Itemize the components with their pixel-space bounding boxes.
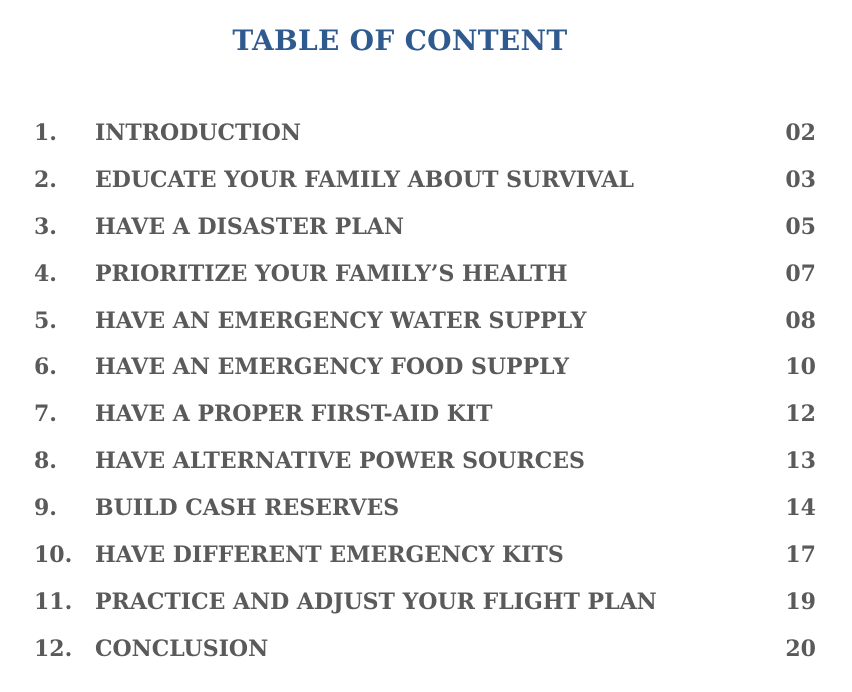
toc-entry-page: 14	[785, 495, 816, 522]
toc-entry-title: PRACTICE AND ADJUST YOUR FLIGHT PLAN	[95, 588, 657, 615]
toc-entry-12	[34, 629, 818, 676]
toc-entry-page: 13	[785, 448, 816, 475]
toc-entry-4	[34, 254, 818, 301]
toc-entry-title: HAVE A PROPER FIRST-AID KIT	[95, 401, 493, 428]
toc-entry-number: 12.	[34, 635, 73, 662]
toc-entry-title: EDUCATE YOUR FAMILY ABOUT SURVIVAL	[95, 166, 634, 193]
toc-entry-page: 08	[785, 307, 816, 334]
toc-entry-number: 7.	[34, 401, 57, 428]
page-title: TABLE OF CONTENT	[232, 24, 568, 57]
toc-entry-2	[34, 160, 818, 207]
toc-entry-7	[34, 394, 818, 441]
toc-entry-title: HAVE AN EMERGENCY FOOD SUPPLY	[95, 354, 569, 381]
toc-entry-title: BUILD CASH RESERVES	[95, 495, 400, 522]
toc-entry-title: HAVE DIFFERENT EMERGENCY KITS	[95, 542, 564, 569]
toc-entry-number: 1.	[34, 120, 57, 146]
toc-entry-page: 03	[785, 166, 816, 193]
toc-entry-title: HAVE ALTERNATIVE POWER SOURCES	[95, 448, 585, 475]
toc-entry-title: CONCLUSION	[95, 635, 269, 662]
toc-entry-title: HAVE A DISASTER PLAN	[95, 213, 404, 240]
toc-entry-title: INTRODUCTION	[95, 120, 301, 146]
toc-entry-number: 2.	[34, 166, 57, 193]
toc-entry-8	[34, 441, 818, 488]
toc-entry-10	[34, 535, 818, 582]
toc-entry-page: 10	[785, 354, 816, 381]
toc-entry-5	[34, 301, 818, 348]
toc-entry-number: 9.	[34, 495, 57, 522]
toc-entry-page: 17	[785, 542, 816, 569]
toc-entry-number: 4.	[34, 260, 57, 287]
table-of-contents	[34, 113, 818, 676]
toc-entry-number: 5.	[34, 307, 57, 334]
toc-entry-6	[34, 347, 818, 394]
toc-entry-page: 02	[785, 120, 816, 146]
toc-entry-title: PRIORITIZE YOUR FAMILY’S HEALTH	[95, 260, 568, 287]
toc-entry-1	[34, 113, 818, 160]
toc-entry-page: 12	[785, 401, 816, 428]
toc-entry-page: 07	[785, 260, 816, 287]
toc-entry-title: HAVE AN EMERGENCY WATER SUPPLY	[95, 307, 587, 334]
toc-entry-page: 19	[785, 588, 816, 615]
toc-entry-number: 3.	[34, 213, 57, 240]
toc-entry-number: 8.	[34, 448, 57, 475]
toc-entry-page: 05	[785, 213, 816, 240]
toc-entry-3	[34, 207, 818, 254]
toc-entry-number: 6.	[34, 354, 57, 381]
toc-entry-page: 20	[785, 635, 816, 662]
toc-entry-11	[34, 582, 818, 629]
toc-entry-number: 11.	[34, 588, 73, 615]
toc-entry-9	[34, 488, 818, 535]
toc-entry-number: 10.	[34, 542, 73, 569]
